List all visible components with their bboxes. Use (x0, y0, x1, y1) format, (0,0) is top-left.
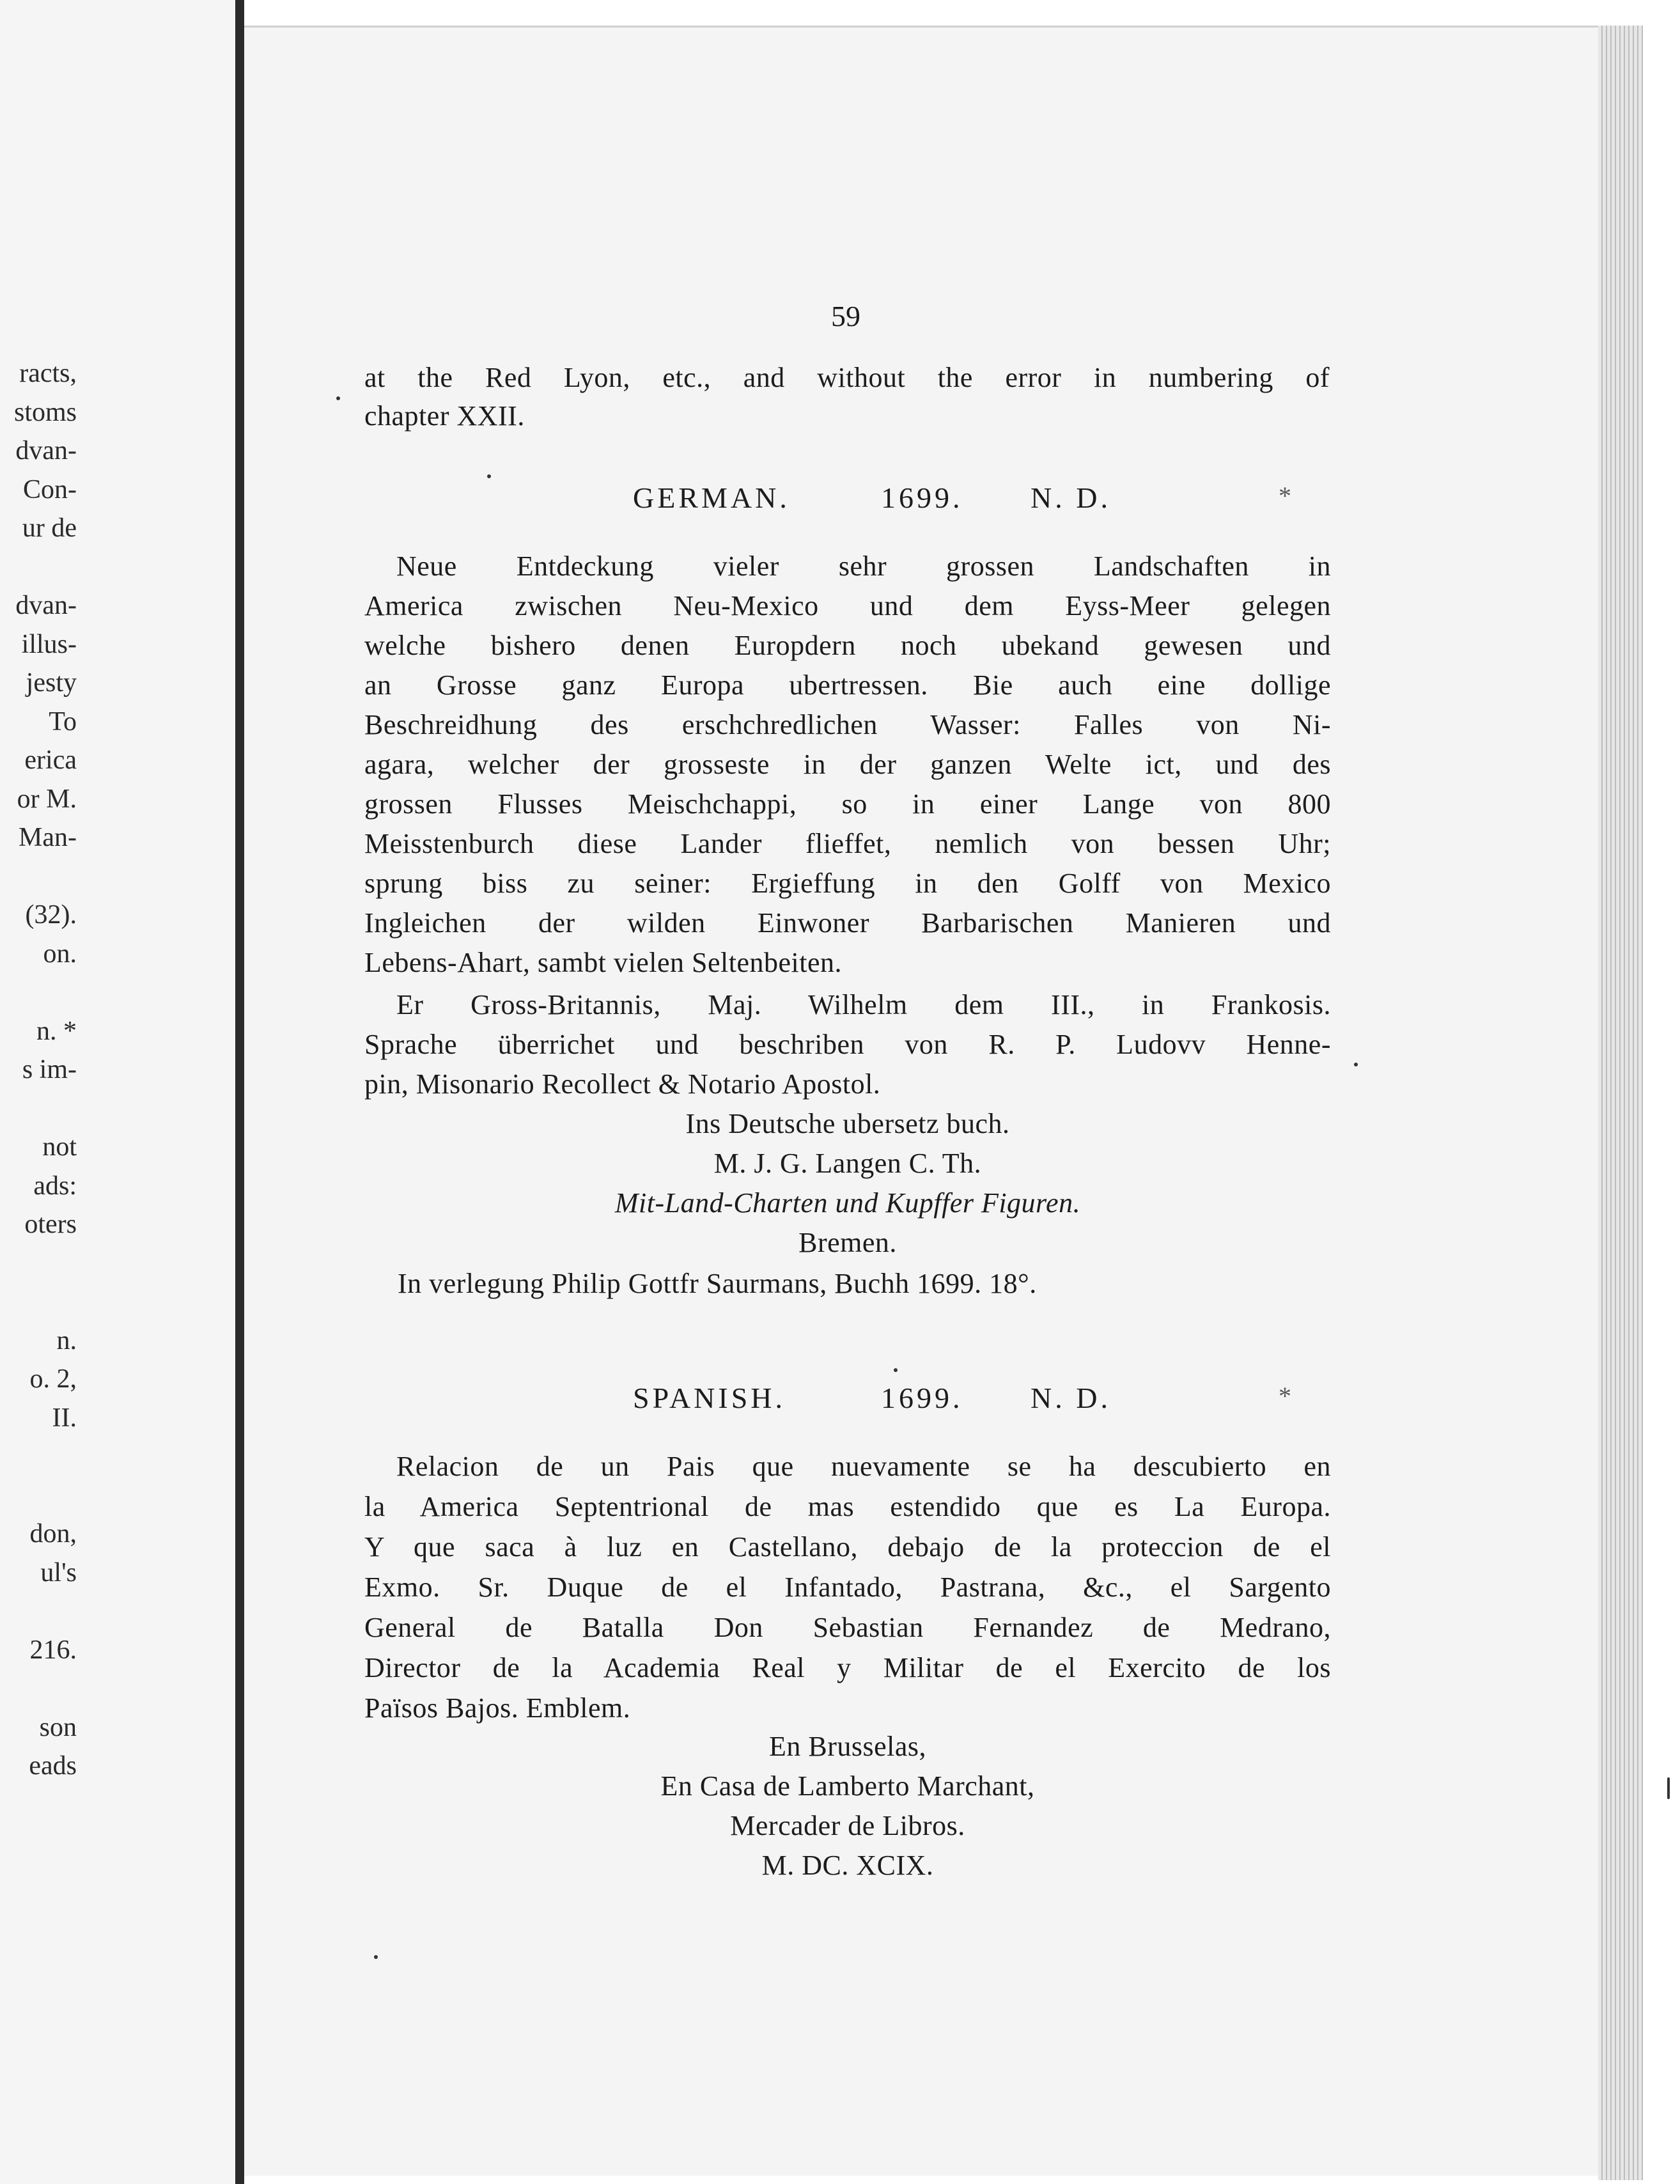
spanish-heading-year: 1699. (881, 1382, 963, 1414)
spanish-body-line-6: Director de la Academia Real y Militar de el Exercito de los (364, 1652, 1331, 1683)
left-page-line: not (42, 1132, 77, 1162)
left-page-line: don, (29, 1519, 77, 1548)
german-star-mark: * (1279, 481, 1291, 510)
intro-line-1: at the Red Lyon, etc., and without the error in numbering of (364, 362, 1330, 393)
left-page-line: or M. (17, 784, 77, 814)
scan-speck (1667, 1777, 1670, 1799)
spanish-body-line-5: General de Batalla Don Sebastian Fernandez de Medrano, (364, 1612, 1331, 1643)
left-page-line: Man- (19, 823, 77, 852)
left-page-line: on. (43, 939, 77, 969)
left-page-fragment (0, 0, 243, 2184)
spanish-body-line-1: Relacion de un Pais que nuevamente se ha descubierto en (396, 1451, 1331, 1482)
german-dedication-line-3: pin, Misonario Recollect & Notario Apostol. (364, 1068, 881, 1100)
left-page-line: jesty (26, 668, 77, 698)
spanish-date-line: M. DC. XCIX. (761, 1850, 934, 1881)
spanish-body-line-3: Y que saca à luz en Castellano, debajo de la proteccion de el (364, 1531, 1331, 1563)
left-page-line: Con- (23, 474, 77, 504)
german-dedication-line-2: Sprache überrichet und beschriben von R. P. Ludovv Henne- (364, 1029, 1331, 1060)
german-body-line-3: welche bishero denen Europdern noch ubekand gewesen und (364, 630, 1331, 661)
page-edges (1598, 26, 1643, 2180)
left-page-line: oters (24, 1210, 77, 1239)
spanish-bookseller-line: Mercader de Libros. (730, 1810, 965, 1841)
scan-speck (1354, 1063, 1358, 1066)
left-page-line: s im- (22, 1055, 77, 1084)
german-italic-line: Mit-Land-Charten und Kupffer Figuren. (614, 1187, 1081, 1219)
left-page-line: To (49, 706, 77, 737)
german-heading-nd: N. D. (1031, 481, 1111, 514)
left-page-line: (32). (25, 900, 77, 930)
left-page-line: erica (24, 745, 77, 775)
german-heading-language: GERMAN. (633, 481, 790, 514)
left-page-line: eads (29, 1751, 77, 1781)
left-page-line: stoms (13, 397, 77, 427)
scan-speck (374, 1955, 378, 1959)
german-heading-year: 1699. (881, 481, 963, 514)
intro-line-2: chapter XXII. (364, 400, 525, 432)
german-body-line-4: an Grosse ganz Europa ubertressen. Bie auch eine dollige (364, 669, 1331, 701)
left-page-line: dvan- (15, 591, 77, 620)
scan-speck (336, 396, 340, 400)
left-page-line: o. 2, (29, 1364, 77, 1394)
scan-speck (894, 1368, 898, 1372)
left-page-line: ads: (33, 1171, 77, 1201)
german-body-line-10: Ingleichen der wilden Einwoner Barbarischen Manieren und (364, 907, 1331, 939)
left-page-line: illus- (21, 629, 77, 659)
left-page-line: n. * (36, 1016, 77, 1046)
spanish-body-line-2: la America Septentrional de mas estendido que es La Europa. (364, 1491, 1331, 1522)
scan-speck (487, 474, 491, 478)
german-body-line-5: Beschreidhung des erschchredlichen Wasser: Falles von Ni- (364, 709, 1331, 740)
german-body-line-6: agara, welcher der grosseste in der ganzen Welte ict, und des (364, 749, 1331, 780)
left-page-line: II. (52, 1403, 77, 1433)
book-gutter (235, 0, 244, 2184)
spanish-body-line-7: Països Bajos. Emblem. (364, 1692, 631, 1724)
page-number: 59 (831, 300, 860, 332)
german-body-line-8: Meisstenburch diese Lander flieffet, nemlich von bessen Uhr; (364, 828, 1331, 859)
german-dedication-line-1: Er Gross-Britannis, Maj. Wilhelm dem III., in Frankosis. (396, 989, 1331, 1020)
spanish-body-line-4: Exmo. Sr. Duque de el Infantado, Pastrana, &c., el Sargento (364, 1572, 1331, 1603)
german-body-line-2: America zwischen Neu-Mexico und dem Eyss-Meer gelegen (364, 590, 1331, 621)
left-page-line: son (39, 1712, 77, 1742)
spanish-city-line: En Brusselas, (768, 1731, 927, 1762)
german-body-line-11: Lebens-Ahart, sambt vielen Seltenbeiten. (364, 947, 842, 978)
spanish-printer-line: En Casa de Lamberto Marchant, (660, 1770, 1035, 1802)
left-page-line: 216. (29, 1635, 77, 1665)
german-translator-line: Ins Deutsche ubersetz buch. (685, 1108, 1010, 1139)
spanish-star-mark: * (1279, 1382, 1291, 1410)
left-page-line: dvan- (15, 436, 77, 465)
german-body-line-7: grossen Flusses Meischchappi, so in einer Lange von 800 (364, 788, 1331, 820)
german-body-line-9: sprung biss zu seiner: Ergieffung in den Golff von Mexico (364, 868, 1331, 899)
left-page-line: racts, (19, 359, 77, 388)
spanish-heading-language: SPANISH. (633, 1382, 786, 1414)
german-author-line: M. J. G. Langen C. Th. (713, 1148, 982, 1179)
spanish-heading-nd: N. D. (1031, 1382, 1111, 1414)
german-body-line-1: Neue Entdeckung vieler sehr grossen Landschaften in (396, 550, 1331, 582)
german-imprint-line: In verlegung Philip Gottfr Saurmans, Buchh 1699. 18°. (398, 1268, 1037, 1299)
left-page-line: ur de (22, 513, 77, 543)
german-city-line: Bremen. (798, 1227, 897, 1258)
left-page-line: ul's (40, 1557, 77, 1587)
left-page-line: n. (56, 1325, 77, 1355)
